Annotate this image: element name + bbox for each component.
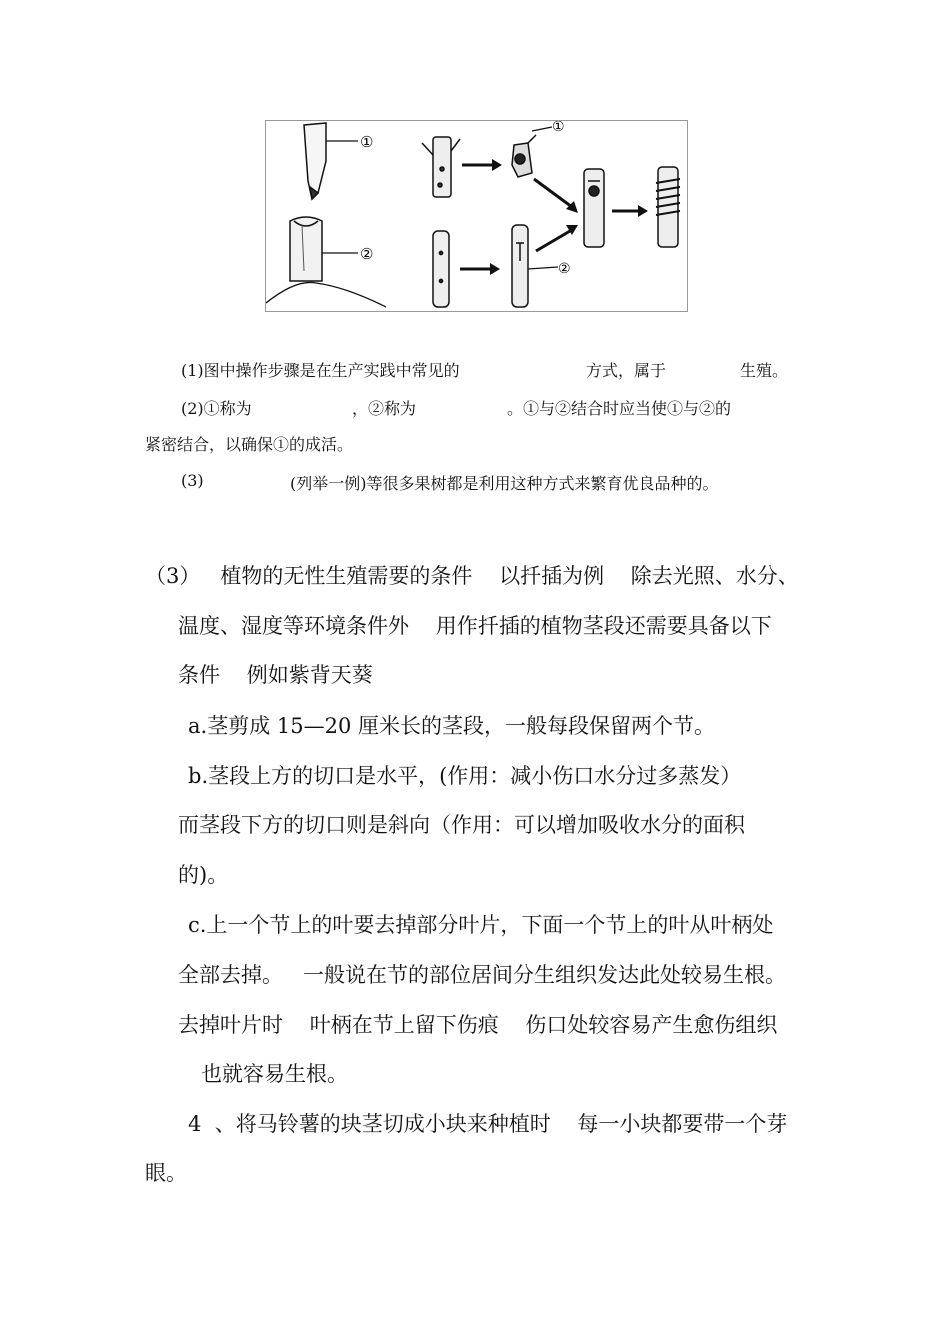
- label-2-left: ②: [360, 245, 374, 263]
- label-1-mid: ①: [552, 121, 565, 135]
- q2-line-b: ，②称为: [352, 399, 417, 418]
- label-2-mid: ②: [558, 261, 571, 277]
- item-c-line-3: 去掉叶片时 叶柄在节上留下伤痕 伤口处较容易产生愈伤组织: [178, 1013, 778, 1037]
- item-c-line-1: c.上一个节上的叶要去掉部分叶片，下面一个节上的叶从叶柄处: [188, 913, 774, 937]
- p3-line-1: （3） 植物的无性生殖需要的条件 以扦插为例 除去光照、水分、: [145, 564, 799, 588]
- q2-line-c: 。①与②结合时应当使①与②的: [507, 399, 732, 418]
- label-1-left: ①: [360, 133, 374, 151]
- q3-line-b: (列举一例)等很多果树都是利用这种方式来繁育优良品种的。: [290, 474, 719, 493]
- item-c-line-4: 也就容易生根。: [201, 1062, 348, 1086]
- p4-line-1: 4 、将马铃薯的块茎切成小块来种植时 每一小块都要带一个芽: [188, 1112, 788, 1136]
- stock-bottom: [433, 231, 449, 307]
- item-c-line-2: 全部去掉。 一般说在节的部位居间分生组织发达此处较易生根。: [178, 963, 787, 987]
- q3-line-a: (3): [181, 471, 204, 490]
- bud-chip: [512, 135, 536, 177]
- item-b-line-2: 而茎段下方的切口则是斜向（作用：可以增加吸收水分的面积: [178, 813, 745, 837]
- q1-line-a: (1)图中操作步骤是在生产实践中常见的: [181, 361, 460, 380]
- scion-left: [304, 123, 326, 199]
- stock-left: [290, 217, 322, 281]
- arrow-right: [612, 205, 648, 217]
- item-a-line-1: a.茎剪成 15—20 厘米长的茎段，一般每段保留两个节。: [188, 714, 715, 738]
- item-b-line-1: b.茎段上方的切口是水平，(作用：减小伤口水分过多蒸发）: [188, 764, 742, 788]
- arrow-diag-2: [536, 225, 578, 251]
- stock-t-cut: [512, 225, 528, 307]
- grafting-illustration: [266, 121, 687, 311]
- wrapped-stem: [656, 167, 680, 247]
- q1-line-c: 生殖。: [740, 361, 789, 380]
- p3-line-3: 条件 例如紫背天葵: [178, 663, 373, 687]
- q1-line-b: 方式，属于: [586, 361, 667, 380]
- arrow-diag-1: [534, 179, 578, 213]
- joined-stem: [584, 169, 604, 247]
- arrow-bottom: [460, 263, 500, 275]
- item-b-line-3: 的)。: [178, 863, 229, 887]
- p3-line-2: 温度、湿度等环境条件外 用作扦插的植物茎段还需要具备以下: [178, 614, 772, 638]
- q2-line-d: 紧密结合，以确保①的成活。: [145, 435, 354, 454]
- q2-line-a: (2)①称为: [181, 399, 252, 418]
- branch-top: [422, 137, 460, 197]
- p4-line-2: 眼。: [145, 1161, 187, 1185]
- grafting-diagram: [265, 120, 688, 312]
- arrow-top-1: [462, 159, 502, 171]
